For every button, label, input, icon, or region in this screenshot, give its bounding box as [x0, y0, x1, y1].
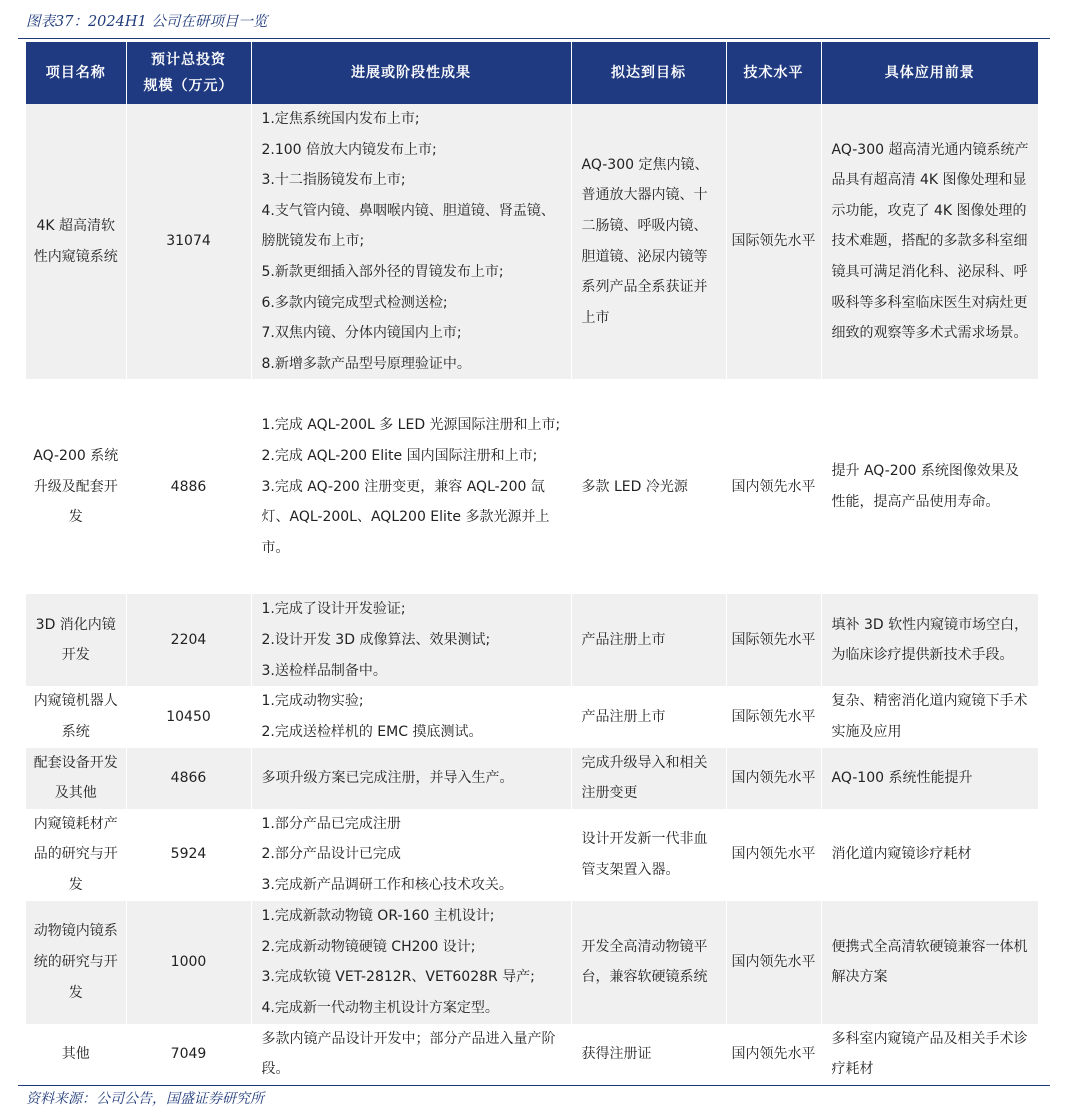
project-budget: 31074 [126, 104, 251, 379]
progress-item: 3.完成新产品调研工作和核心技术攻关。 [261, 877, 513, 894]
header-target: 拟达到目标 [571, 42, 726, 104]
progress-item: 2.设计开发 3D 成像算法、效果测试; [261, 632, 491, 649]
project-progress [251, 104, 571, 379]
progress-item: 1.完成 AQL-200L 多 LED 光源国际注册和上市; [261, 417, 561, 434]
caption-divider [18, 38, 1050, 39]
header-budget-line2: 规模（万元） [143, 78, 234, 94]
progress-item: 多款内镜产品设计开发中；部分产品进入量产阶段。 [261, 1030, 556, 1078]
project-application: AQ-300 超高清光通内镜系统产品具有超高清 4K 图像处理和显示功能，攻克了 4K 图像处理的技术难题，搭配的多款多科室细镜具可满足消化科、泌尿科、呼吸科等多科室临床医生对病灶更细致的观察等多术式需求场景。 [821, 104, 1038, 379]
project-budget: 4866 [126, 748, 251, 809]
header-budget-line1: 预计总投资 [151, 52, 226, 68]
source-note: 资料来源：公司公告，国盛证券研究所 [26, 1091, 264, 1107]
project-name: 内窥镜机器人系统 [26, 686, 126, 747]
progress-item: 3.送检样品制备中。 [261, 662, 387, 679]
project-target: 产品注册上市 [571, 686, 726, 747]
project-progress [251, 686, 571, 747]
progress-item: 4.完成新一代动物主机设计方案定型。 [261, 999, 499, 1016]
progress-item: 8.新增多款产品型号原理验证中。 [261, 355, 471, 372]
table-row [26, 379, 1038, 594]
project-progress [251, 379, 571, 594]
project-name: 动物镜内镜系统的研究与开发 [26, 901, 126, 1024]
project-progress [251, 748, 571, 809]
project-tech-level: 国际领先水平 [726, 686, 821, 747]
progress-item: 3.十二指肠镜发布上市; [261, 172, 406, 189]
project-target: 产品注册上市 [571, 594, 726, 686]
project-progress [251, 594, 571, 686]
progress-item: 多项升级方案已完成注册，并导入生产。 [261, 769, 514, 786]
project-application: 消化道内窥镜诊疗耗材 [831, 846, 972, 863]
header-progress: 进展或阶段性成果 [251, 42, 571, 104]
project-target: AQ-300 定焦内镜、普通放大器内镜、十二肠镜、呼吸内镜、胆道镜、泌尿内镜等系列产品全系获证并上市 [571, 104, 726, 379]
progress-item: 2.完成新动物镜硬镜 CH200 设计; [261, 938, 476, 955]
header-name: 项目名称 [26, 42, 126, 104]
table-row [26, 809, 1038, 901]
table-row [26, 104, 1038, 379]
project-target: 多款 LED 冷光源 [571, 379, 726, 594]
project-name: 内窥镜耗材产品的研究与开发 [26, 809, 126, 901]
project-tech-level: 国内领先水平 [726, 901, 821, 1024]
progress-item: 3.完成 AQ-200 注册变更，兼容 AQL-200 氙灯、AQL-200L、AQL200 Elite 多款光源并上市。 [261, 478, 550, 556]
project-application: 复杂、精密消化道内窥镜下手术实施及应用 [831, 693, 1028, 740]
project-tech-level: 国内领先水平 [726, 809, 821, 901]
header-budget [126, 42, 251, 104]
progress-item: 2.完成 AQL-200 Elite 国内国际注册和上市; [261, 447, 538, 464]
progress-item: 1.完成了设计开发验证; [261, 601, 406, 618]
table-row [26, 748, 1038, 809]
project-name: 配套设备开发及其他 [26, 748, 126, 809]
project-tech-level: 国内领先水平 [726, 748, 821, 809]
project-application: AQ-100 系统性能提升 [821, 748, 1038, 809]
project-target: 设计开发新一代非血管支架置入器。 [571, 809, 726, 901]
progress-item: 2.100 倍放大内镜发布上市; [261, 141, 437, 158]
projects-table [26, 42, 1038, 1085]
progress-item: 5.新款更细插入部外径的胃镜发布上市; [261, 263, 504, 280]
project-progress [251, 1024, 571, 1085]
project-application: 填补 3D 软性内窥镜市场空白，为临床诊疗提供新技术手段。 [821, 594, 1038, 686]
project-target: 开发全高清动物镜平台，兼容软硬镜系统 [571, 901, 726, 1024]
project-name: 4K 超高清软性内窥镜系统 [26, 104, 126, 379]
project-progress [251, 809, 571, 901]
progress-item: 1.完成动物实验; [261, 693, 364, 710]
project-budget: 1000 [126, 901, 251, 1024]
project-application: 多科室内窥镜产品及相关手术诊疗耗材 [831, 1030, 1028, 1078]
header-application: 具体应用前景 [821, 42, 1038, 104]
progress-item: 4.支气管内镜、鼻咽喉内镜、胆道镜、肾盂镜、膀胱镜发布上市; [261, 202, 555, 250]
progress-item: 7.双焦内镜、分体内镜国内上市; [261, 325, 462, 342]
table-header [26, 42, 1038, 104]
project-name: 3D 消化内镜开发 [26, 594, 126, 686]
table-row [26, 1024, 1038, 1085]
table-row [26, 594, 1038, 686]
project-budget: 5924 [126, 809, 251, 901]
project-name: AQ-200 系统升级及配套开发 [26, 379, 126, 594]
table-body [26, 104, 1038, 1085]
project-application: 提升 AQ-200 系统图像效果及性能，提高产品使用寿命。 [831, 463, 1019, 510]
table-row [26, 901, 1038, 1024]
project-tech-level: 国内领先水平 [726, 379, 821, 594]
project-target: 完成升级导入和相关注册变更 [571, 748, 726, 809]
project-budget: 10450 [126, 686, 251, 747]
project-name: 其他 [26, 1024, 126, 1085]
project-application: 便携式全高清软硬镜兼容一体机解决方案 [821, 901, 1038, 1024]
progress-item: 1.部分产品已完成注册 [261, 815, 401, 832]
progress-item: 1.定焦系统国内发布上市; [261, 111, 420, 127]
figure-caption: 图表37：2024H1 公司在研项目一览 [26, 14, 268, 30]
progress-item: 2.部分产品设计已完成 [261, 846, 401, 863]
project-budget: 4886 [126, 379, 251, 594]
project-budget: 7049 [126, 1024, 251, 1085]
project-tech-level: 国际领先水平 [726, 104, 821, 379]
table-row [26, 686, 1038, 747]
progress-item: 3.完成软镜 VET-2812R、VET6028R 导产; [261, 969, 535, 986]
source-divider [18, 1085, 1050, 1086]
progress-item: 1.完成新款动物镜 OR-160 主机设计; [261, 908, 495, 925]
project-budget: 2204 [126, 594, 251, 686]
project-progress [251, 901, 571, 1024]
project-tech-level: 国内领先水平 [726, 1024, 821, 1085]
progress-item: 6.多款内镜完成型式检测送检; [261, 294, 448, 311]
project-tech-level: 国际领先水平 [726, 594, 821, 686]
progress-item: 2.完成送检样机的 EMC 摸底测试。 [261, 723, 483, 740]
project-target: 获得注册证 [571, 1024, 726, 1085]
header-level: 技术水平 [726, 42, 821, 104]
